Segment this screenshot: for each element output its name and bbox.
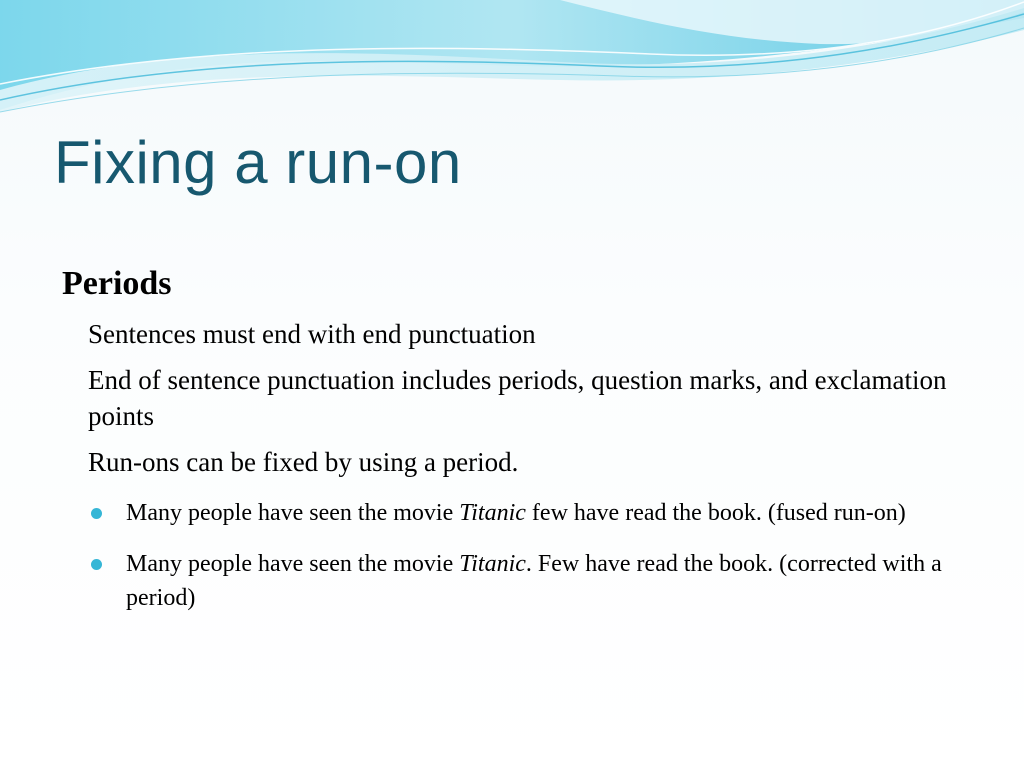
section-heading: Periods: [62, 265, 172, 302]
example-text-start: Many people have seen the movie: [126, 500, 460, 526]
bullet-dot-icon: [91, 508, 102, 519]
slide-title: Fixing a run-on: [54, 129, 462, 196]
body-line: Run-ons can be fixed by using a period.: [88, 447, 519, 477]
body-line: Sentences must end with end punctuation: [88, 319, 536, 349]
decorative-wave-banner: [0, 0, 1024, 130]
body-line: End of sentence punctuation includes periods, question marks, and exclamation points: [88, 365, 947, 431]
bullet-dot-icon: [91, 559, 102, 570]
slide-body: [62, 262, 962, 632]
example-title-italic: Titanic: [459, 551, 526, 577]
list-item: [88, 496, 962, 530]
example-text-end: few have read the book. (fused run-on): [525, 500, 906, 526]
example-text-start: Many people have seen the movie: [126, 551, 460, 577]
example-title-italic: Titanic: [459, 500, 526, 526]
example-text-end: . Few have read the book. (corrected with a period): [126, 551, 942, 611]
example-list: [88, 496, 962, 615]
list-item: [88, 547, 962, 615]
